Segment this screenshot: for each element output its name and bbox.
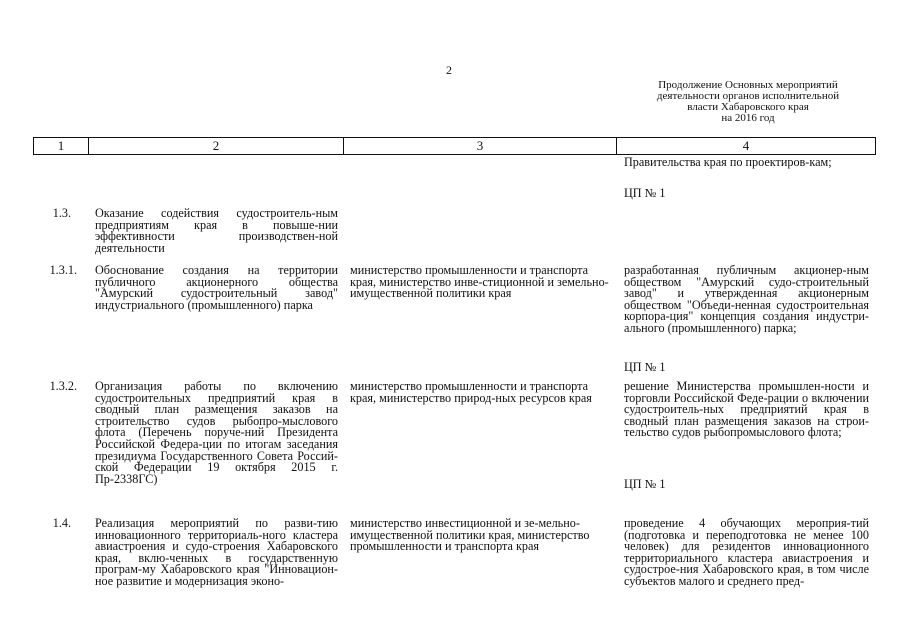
row-activity: Организация работы по включению судостроительных предприятий края в сводный план размещения заказов на строительство судов рыбопро-мыслового флота (Перечень поруче-ний Президента Российской Федера-ции по итогам заседания президиума Государственного Совета Россий-ской Федерации 19 октября 2015 г. Пр-2338ГС) (95, 379, 338, 486)
row-activity: Реализация мероприятий по разви-тию инновационного территориаль-ного кластера авиастроения и судо-строения Хабаровского края, вклю-ченных в государственную програм-му Хабаровского края "Инновацион-ное развитие и модернизация эконо- (95, 516, 338, 588)
row-activity: Оказание содействия судостроитель-ным предприятиям края в повыше-нии эффективности производствен-ной деятельности (95, 206, 338, 255)
column-header-1: 1 (34, 138, 89, 155)
row-activity: Обоснование создания на территории публичного акционерного общества "Амурский судостроительный завод" индустриального (промышленного) парка (95, 263, 338, 312)
column-header-3: 3 (344, 138, 617, 155)
row-number: 1.3. (52, 206, 71, 220)
continued-result-text: Правительства края по проектиров-кам; (624, 155, 832, 169)
row-result: проведение 4 обучающих мероприя-тий (подготовка и переподготовка не менее 100 человек) для резидентов инновационного территориального кластера авиастроения и судострое-ния Хабаровского края, в том числе субъектов малого и среднего пред- (624, 516, 869, 588)
row-responsible: министерство инвестиционной и зе-мельно-имущественной политики края, министерство промышленности и транспорта края (350, 516, 590, 554)
continued-program-ref: ЦП № 1 (624, 186, 666, 200)
page-number: 2 (446, 63, 452, 77)
row-result: решение Министерства промышлен-ности и торговли Российской Феде-рации о включении судостроитель-ных предприятий края в сводный план размещения заказов на строи-тельство судов рыбопромыслового флота; (624, 379, 869, 440)
row-number: 1.4. (52, 516, 71, 530)
row-program-ref: ЦП № 1 (624, 477, 666, 491)
continuation-line-3: власти Хабаровского края (687, 101, 809, 113)
continuation-line-1: Продолжение Основных мероприятий (658, 79, 838, 91)
continuation-line-4: на 2016 год (721, 112, 775, 124)
row-responsible: министерство промышленности и транспорта края, министерство природ-ных ресурсов края (350, 379, 592, 405)
column-header-2: 2 (89, 138, 344, 155)
column-header-4: 4 (617, 138, 876, 155)
row-number: 1.3.1. (49, 263, 77, 277)
continuation-heading (628, 80, 868, 124)
column-header-row (34, 138, 876, 155)
row-program-ref: ЦП № 1 (624, 360, 666, 374)
continuation-line-2: деятельности органов исполнительной (656, 90, 840, 102)
row-result: разработанная публичным акционер-ным обществом "Амурский судо-строительный завод" и утвержденная акционерным обществом "Объеди-ненная судостроительная корпора-ция" концепция создания индустри-ального (промышленного) парка; (624, 263, 869, 335)
row-number: 1.3.2. (49, 379, 77, 393)
column-header-table (33, 137, 876, 155)
row-responsible: министерство промышленности и транспорта края, министерство инве-стиционной и земельно-имущественной политики края (350, 263, 609, 301)
